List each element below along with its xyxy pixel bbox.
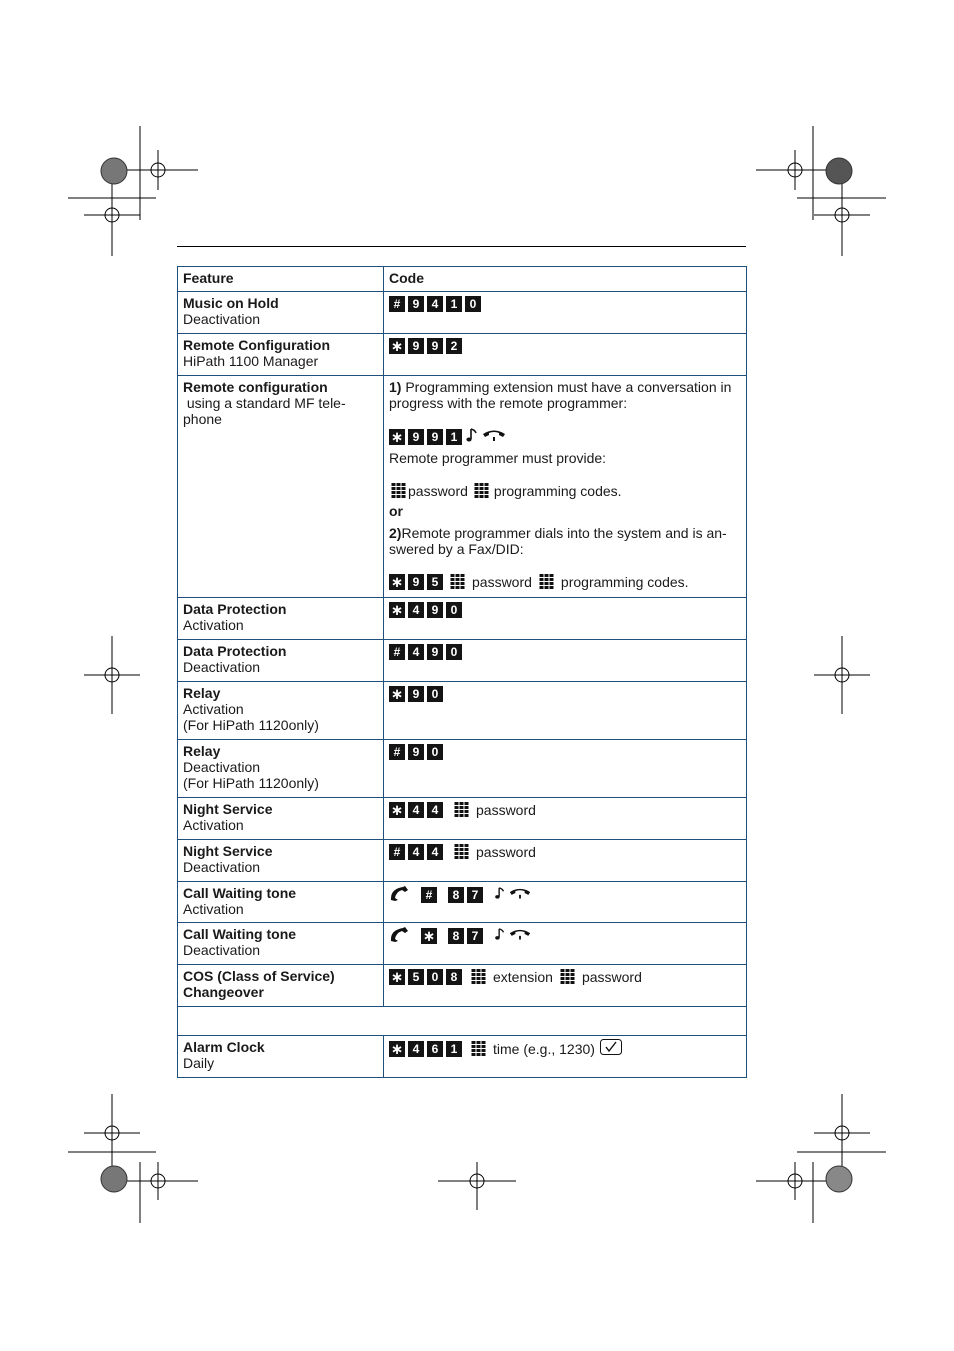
- code-column-header: Code: [384, 267, 747, 292]
- key-digit: 1: [446, 1041, 462, 1057]
- feature-subtitle: Activation: [183, 901, 244, 917]
- keypad-icon: [454, 802, 469, 817]
- key-digit: 9: [427, 429, 443, 445]
- key-hash: #: [421, 887, 437, 903]
- table-row: [178, 840, 747, 882]
- key-star: ∗: [390, 968, 404, 986]
- key-digit: 7: [467, 928, 483, 944]
- keypad-icon: [471, 969, 486, 984]
- feature-name: Data Protection: [183, 643, 287, 659]
- key-digit: 4: [427, 844, 443, 860]
- key-digit: 4: [408, 1041, 424, 1057]
- key-star: ∗: [390, 801, 404, 819]
- feature-subtitle: (For HiPath 1120only): [183, 775, 319, 791]
- key-digit: 7: [467, 887, 483, 903]
- key-digit: 0: [427, 686, 443, 702]
- feature-cell: [178, 740, 384, 798]
- key-star: ∗: [390, 601, 404, 619]
- key-digit: 5: [427, 574, 443, 590]
- key-digit: 8: [446, 969, 462, 985]
- feature-subtitle: (For HiPath 1120only): [183, 717, 319, 733]
- feature-subtitle: Daily: [183, 1055, 215, 1071]
- feature-subtitle: Deactivation: [183, 942, 261, 958]
- feature-name: Night Service: [183, 843, 273, 859]
- table-row: [178, 798, 747, 840]
- key-digit: 9: [408, 338, 424, 354]
- table-row: [178, 740, 747, 798]
- key-digit: 1: [446, 429, 462, 445]
- handset-replace-icon: [481, 428, 507, 445]
- key-hash: #: [389, 644, 405, 660]
- table-row: [178, 882, 747, 923]
- key-digit: 9: [427, 602, 443, 618]
- table-row: [178, 965, 747, 1007]
- confirm-check-icon: [600, 1039, 622, 1058]
- key-digit: 5: [408, 969, 424, 985]
- code-cell: [384, 682, 747, 740]
- feature-subtitle: Deactivation: [183, 311, 261, 327]
- key-digit: 0: [465, 296, 481, 312]
- feature-name: Music on Hold: [183, 295, 279, 311]
- handset-replace-icon: [508, 886, 532, 903]
- handset-lift-icon: [389, 885, 411, 904]
- instruction-text: Remote programmer dials into the system and is an-swered by a Fax/DID:: [389, 525, 727, 557]
- feature-subtitle: using a standard MF tele-: [183, 395, 346, 411]
- instruction-text: Programming extension must have a conversation in progress with the remote programmer:: [389, 379, 732, 411]
- feature-name: Relay: [183, 743, 221, 759]
- key-hash: #: [389, 844, 405, 860]
- key-digit: 4: [408, 844, 424, 860]
- feature-cell: [178, 923, 384, 965]
- password-word: password: [476, 801, 536, 818]
- key-digit: 8: [448, 887, 464, 903]
- key-digit: 9: [408, 744, 424, 760]
- extension-word: extension: [493, 968, 553, 985]
- feature-cell: [178, 334, 384, 376]
- feature-subtitle: Deactivation: [183, 759, 261, 775]
- programming-codes-word: programming codes.: [560, 573, 689, 590]
- key-digit: 0: [427, 744, 443, 760]
- feature-subtitle: Activation: [183, 817, 244, 833]
- table-row: [178, 923, 747, 965]
- code-cell: [384, 840, 747, 882]
- key-digit: 4: [408, 802, 424, 818]
- key-digit: 1: [446, 296, 462, 312]
- feature-name: Relay: [183, 685, 221, 701]
- password-word: password: [581, 968, 642, 985]
- feature-subtitle: Deactivation: [183, 859, 261, 875]
- key-hash: #: [389, 744, 405, 760]
- code-cell: [384, 1036, 747, 1078]
- feature-cell: [178, 376, 384, 598]
- table-header-row: [178, 267, 747, 292]
- keypad-icon: [539, 574, 554, 589]
- feature-subtitle: Changeover: [183, 984, 264, 1000]
- table-spacer-row: [178, 1007, 747, 1036]
- feature-subtitle: Activation: [183, 617, 244, 633]
- key-digit: 9: [408, 574, 424, 590]
- feature-cell: [178, 292, 384, 334]
- key-star: ∗: [390, 1040, 404, 1058]
- feature-name: Alarm Clock: [183, 1039, 265, 1055]
- feature-name: Remote configuration: [183, 379, 328, 395]
- feature-subtitle: phone: [183, 411, 222, 427]
- instruction-1: [389, 379, 741, 411]
- feature-name: Data Protection: [183, 601, 287, 617]
- keypad-icon: [474, 483, 489, 498]
- feature-code-table: [177, 266, 747, 1078]
- table-row: [178, 1036, 747, 1078]
- key-hash: #: [389, 296, 405, 312]
- code-cell: [384, 376, 747, 598]
- key-digit: 9: [408, 429, 424, 445]
- feature-subtitle: HiPath 1100 Manager: [183, 353, 319, 369]
- code-cell: [384, 798, 747, 840]
- key-digit: 0: [446, 644, 462, 660]
- key-digit: 0: [446, 602, 462, 618]
- feature-cell: [178, 840, 384, 882]
- key-star: ∗: [390, 428, 404, 446]
- keypad-icon: [560, 969, 575, 984]
- tone-note-icon: [494, 926, 506, 945]
- code-cell: [384, 292, 747, 334]
- header-rule: [177, 246, 746, 247]
- feature-cell: [178, 965, 384, 1007]
- password-word: password: [476, 843, 536, 860]
- key-digit: 0: [427, 969, 443, 985]
- provide-text: Remote programmer must provide:: [389, 450, 607, 466]
- keypad-icon: [391, 483, 406, 498]
- key-digit: 4: [408, 602, 424, 618]
- or-separator: or: [389, 503, 403, 519]
- feature-cell: [178, 798, 384, 840]
- feature-cell: [178, 1036, 384, 1078]
- table-row: [178, 292, 747, 334]
- code-cell: [384, 965, 747, 1007]
- spacer-cell: [178, 1007, 747, 1036]
- key-star: ∗: [390, 685, 404, 703]
- feature-cell: [178, 882, 384, 923]
- key-digit: 9: [427, 644, 443, 660]
- key-digit: 9: [427, 338, 443, 354]
- feature-name: Remote Configuration: [183, 337, 330, 353]
- key-digit: 8: [448, 928, 464, 944]
- feature-cell: [178, 682, 384, 740]
- step-number: 2): [389, 525, 402, 541]
- table-row: [178, 598, 747, 640]
- table-row: [178, 682, 747, 740]
- step-number: 1): [389, 379, 402, 395]
- key-star: ∗: [422, 927, 436, 945]
- keypad-icon: [454, 844, 469, 859]
- code-cell: [384, 923, 747, 965]
- keypad-icon: [450, 574, 465, 589]
- table-row: [178, 334, 747, 376]
- feature-name: COS (Class of Service): [183, 968, 335, 984]
- feature-cell: [178, 598, 384, 640]
- feature-subtitle: Deactivation: [183, 659, 261, 675]
- feature-column-header: Feature: [178, 267, 384, 292]
- handset-lift-icon: [389, 926, 411, 945]
- key-digit: 9: [408, 296, 424, 312]
- key-digit: 6: [427, 1041, 443, 1057]
- table-row: [178, 376, 747, 598]
- time-word: time (e.g., 1230): [493, 1040, 595, 1057]
- feature-subtitle: Activation: [183, 701, 244, 717]
- code-cell: [384, 334, 747, 376]
- handset-replace-icon: [508, 927, 532, 944]
- code-cell: [384, 740, 747, 798]
- key-digit: 4: [427, 802, 443, 818]
- key-digit: 9: [408, 686, 424, 702]
- key-digit: 2: [446, 338, 462, 354]
- feature-name: Night Service: [183, 801, 273, 817]
- instruction-2: [389, 525, 741, 557]
- tone-note-icon: [494, 885, 506, 904]
- key-digit: 4: [408, 644, 424, 660]
- feature-cell: [178, 640, 384, 682]
- key-star: ∗: [390, 573, 404, 591]
- table-row: [178, 640, 747, 682]
- password-word: password: [408, 482, 468, 499]
- keypad-icon: [471, 1041, 486, 1056]
- feature-name: Call Waiting tone: [183, 885, 297, 901]
- tone-note-icon: [465, 427, 479, 446]
- code-cell: [384, 598, 747, 640]
- programming-codes-word: programming codes.: [493, 482, 622, 499]
- feature-name: Call Waiting tone: [183, 926, 297, 942]
- code-cell: [384, 882, 747, 923]
- code-cell: [384, 640, 747, 682]
- password-word: password: [472, 573, 532, 590]
- key-star: ∗: [390, 337, 404, 355]
- key-digit: 4: [427, 296, 443, 312]
